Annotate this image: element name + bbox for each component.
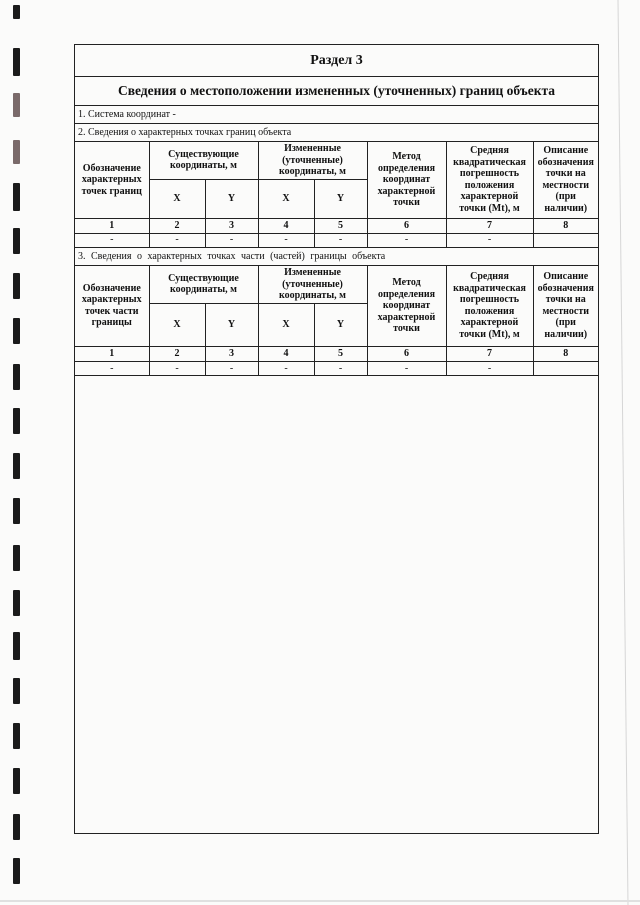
part2-x-existing: X xyxy=(149,179,205,218)
binding-hole-marks xyxy=(0,0,40,905)
section-subtitle: Сведения о местоположении измененных (уточненных) границ объекта xyxy=(75,77,598,106)
part2-data-cell xyxy=(533,233,598,247)
part3-y-changed: Y xyxy=(314,304,367,347)
part2-col-method: Метод определения координат характерной точки xyxy=(367,142,446,218)
part2-y-changed: Y xyxy=(314,179,367,218)
part3-y-existing: Y xyxy=(205,304,258,347)
part2-num-cell: 1 xyxy=(75,218,149,233)
part2-col-point: Обозначение характерных точек границ xyxy=(75,142,149,218)
part3-num-cell: 7 xyxy=(446,347,533,362)
part3-num-cell: 6 xyxy=(367,347,446,362)
part3-num-cell: 8 xyxy=(533,347,598,362)
part2-num-cell: 8 xyxy=(533,218,598,233)
part2-data-cell: - xyxy=(149,233,205,247)
part2-data-cell: - xyxy=(258,233,314,247)
section-title: Раздел 3 xyxy=(75,45,598,77)
part3-x-changed: X xyxy=(258,304,314,347)
part2-num-cell: 6 xyxy=(367,218,446,233)
part2-x-changed: X xyxy=(258,179,314,218)
part3-data-cell: - xyxy=(314,362,367,376)
part2-data-cell: - xyxy=(75,233,149,247)
part3-data-cell: - xyxy=(446,362,533,376)
part3-num-cell: 1 xyxy=(75,347,149,362)
section-frame xyxy=(74,44,599,834)
part3-col-error: Средняя квадратическая погрешность положения характерной точки (Mt), м xyxy=(446,266,533,347)
part2-col-changed: Измененные (уточненные) координаты, м xyxy=(258,142,367,179)
part3-num-cell: 4 xyxy=(258,347,314,362)
part3-col-existing: Существующие координаты, м xyxy=(149,266,258,304)
part3-heading: 3. Сведения о характерных точках части (частей) границы объекта xyxy=(75,248,598,266)
part2-col-desc: Описание обозначения точки на местности (при наличии) xyxy=(533,142,598,218)
part3-col-point: Обозначение характерных точек части границы xyxy=(75,266,149,347)
part2-data-cell: - xyxy=(205,233,258,247)
part2-data-cell: - xyxy=(314,233,367,247)
part3-number-row xyxy=(75,347,598,362)
part3-data-cell xyxy=(533,362,598,376)
part3-col-changed: Измененные (уточненные) координаты, м xyxy=(258,266,367,304)
part3-num-cell: 3 xyxy=(205,347,258,362)
part2-num-cell: 3 xyxy=(205,218,258,233)
part3-x-existing: X xyxy=(149,304,205,347)
part3-table xyxy=(75,266,598,377)
part2-number-row xyxy=(75,218,598,233)
part3-data-cell: - xyxy=(75,362,149,376)
part3-data-cell: - xyxy=(367,362,446,376)
part2-y-existing: Y xyxy=(205,179,258,218)
part3-num-cell: 5 xyxy=(314,347,367,362)
part2-num-cell: 2 xyxy=(149,218,205,233)
part3-col-desc: Описание обозначения точки на местности (при наличии) xyxy=(533,266,598,347)
part2-num-cell: 4 xyxy=(258,218,314,233)
part3-num-cell: 2 xyxy=(149,347,205,362)
part2-data-cell: - xyxy=(446,233,533,247)
part3-data-cell: - xyxy=(205,362,258,376)
part3-data-cell: - xyxy=(258,362,314,376)
part2-table xyxy=(75,142,598,248)
coord-system-line: 1. Система координат - xyxy=(75,106,598,124)
part2-num-cell: 5 xyxy=(314,218,367,233)
part2-data-row xyxy=(75,233,598,247)
part2-data-cell: - xyxy=(367,233,446,247)
part3-data-row xyxy=(75,362,598,376)
part3-data-cell: - xyxy=(149,362,205,376)
part2-col-existing: Существующие координаты, м xyxy=(149,142,258,179)
part2-num-cell: 7 xyxy=(446,218,533,233)
part3-col-method: Метод определения координат характерной точки xyxy=(367,266,446,347)
part2-col-error: Средняя квадратическая погрешность положения характерной точки (Mt), м xyxy=(446,142,533,218)
part2-heading: 2. Сведения о характерных точках границ объекта xyxy=(75,124,598,142)
